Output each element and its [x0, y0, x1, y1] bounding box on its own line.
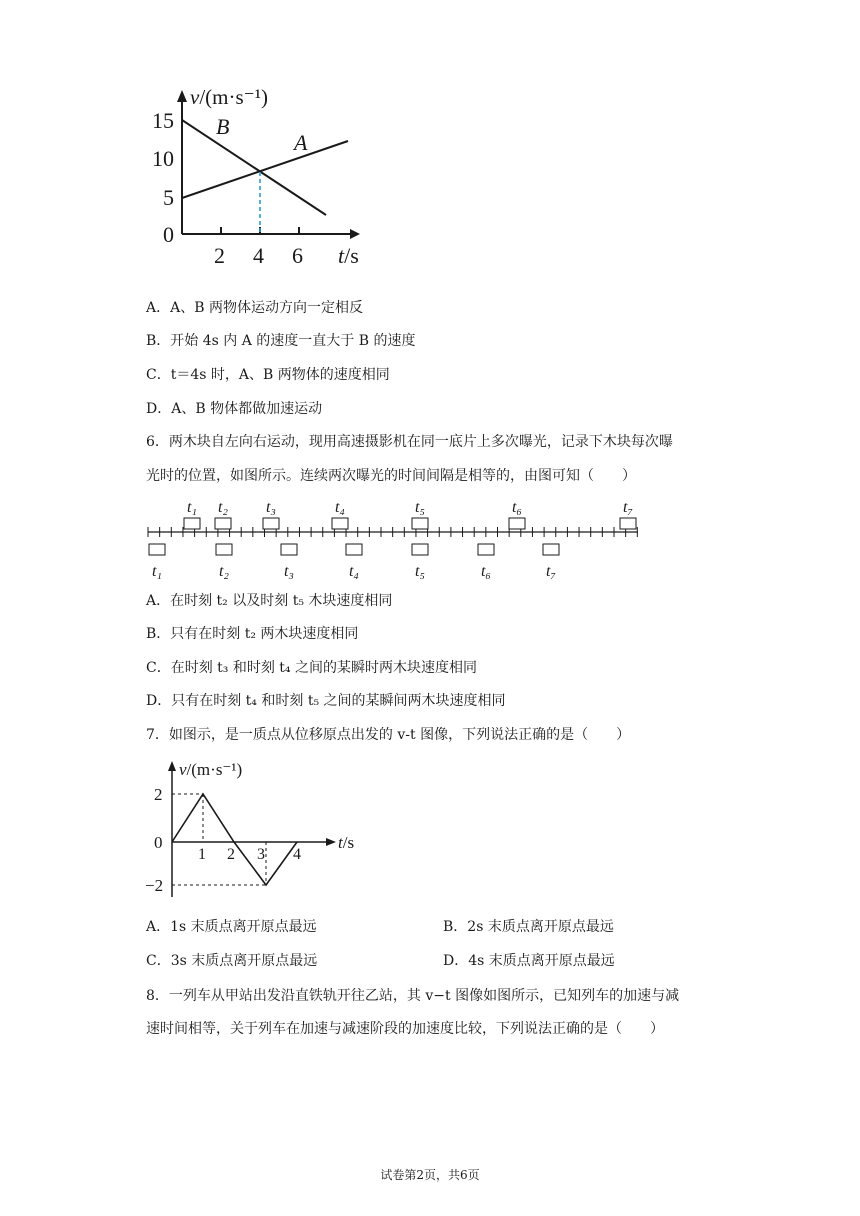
top-block-7	[620, 518, 636, 529]
y-axis-label: v/(m·s⁻¹)	[190, 85, 269, 109]
q6-option-b: B．只有在时刻 t₂ 两木块速度相同	[146, 626, 359, 642]
bottom-label-6: t₆	[480, 563, 492, 580]
top-block-2	[215, 518, 231, 529]
q7-x-axis-label: t/s	[338, 833, 355, 852]
q7-option-a: A．1s 末质点离开原点最远	[146, 919, 317, 935]
bottom-block-7	[543, 544, 559, 555]
y-tick-0: 0	[163, 222, 174, 247]
q6-option-a: A．在时刻 t₂ 以及时刻 t₅ 木块速度相同	[146, 593, 393, 609]
bottom-label-2: t₂	[218, 563, 230, 580]
label-A: A	[294, 130, 308, 155]
q7-x-tick-2: 2	[227, 846, 235, 863]
q5-option-c: C．t＝4s 时，A、B 两物体的速度相同	[146, 367, 390, 383]
y-tick-10: 10	[152, 146, 174, 171]
line-A	[182, 141, 348, 198]
x-tick-4: 4	[253, 243, 264, 268]
q5-vt-graph	[150, 80, 390, 270]
top-block-1	[184, 518, 200, 529]
q7-y-tick-neg2: −2	[145, 876, 164, 895]
bottom-label-1: t₁	[151, 563, 163, 580]
x-tick-6: 6	[292, 243, 303, 268]
bottom-block-5	[412, 544, 428, 555]
top-label-2: t₂	[217, 499, 229, 516]
q7-option-d: D．4s 末质点离开原点最远	[443, 953, 615, 969]
label-B: B	[216, 114, 230, 139]
page-footer: 试卷第2页，共6页	[380, 1168, 480, 1182]
q7-velocity-line	[172, 794, 297, 885]
q7-x-tick-3: 3	[257, 846, 265, 863]
bottom-label-7: t₇	[545, 563, 557, 580]
top-block-4	[332, 518, 348, 529]
q7-option-c: C．3s 末质点离开原点最远	[146, 953, 318, 969]
top-label-3: t₃	[265, 499, 277, 516]
bottom-block-2	[216, 544, 232, 555]
bottom-label-5: t₅	[414, 563, 426, 580]
q7-y-tick-0: 0	[154, 833, 163, 852]
q7-x-tick-1: 1	[198, 846, 206, 863]
top-block-6	[509, 518, 525, 529]
q6-exposure-diagram	[145, 492, 645, 582]
q7-x-tick-4: 4	[293, 846, 301, 863]
q8-stem-line2: 速时间相等，关于列车在加速与减速阶段的加速度比较，下列说法正确的是（ ）	[146, 1021, 664, 1037]
top-block-5	[412, 518, 428, 529]
bottom-label-4: t₄	[348, 563, 360, 580]
q6-option-d: D．只有在时刻 t₄ 和时刻 t₅ 之间的某瞬间两木块速度相同	[146, 693, 506, 709]
top-label-1: t₁	[186, 499, 198, 516]
bottom-block-1	[149, 544, 165, 555]
q7-y-tick-2: 2	[154, 785, 163, 804]
q5-option-b: B．开始 4s 内 A 的速度一直大于 B 的速度	[146, 333, 416, 349]
q7-option-b: B．2s 末质点离开原点最远	[443, 919, 614, 935]
bottom-block-6	[478, 544, 494, 555]
y-tick-15: 15	[152, 108, 174, 133]
q5-option-a: A．A、B 两物体运动方向一定相反	[146, 300, 363, 316]
bottom-block-3	[281, 544, 297, 555]
top-label-4: t₄	[334, 499, 346, 516]
q7-stem: 7．如图示，是一质点从位移原点出发的 v-t 图像，下列说法正确的是（ ）	[146, 727, 631, 743]
q7-vt-graph	[145, 757, 375, 907]
bottom-label-3: t₃	[283, 563, 295, 580]
top-label-6: t₆	[511, 499, 523, 516]
bottom-block-4	[346, 544, 362, 555]
q8-stem-line1: 8．一列车从甲站出发沿直铁轨开往乙站，其 v−t 图像如图所示，已知列车的加速与减	[146, 988, 680, 1004]
q6-stem-line2: 光时的位置，如图所示。连续两次曝光的时间间隔是相等的，由图可知（ ）	[146, 468, 636, 484]
q6-option-c: C．在时刻 t₃ 和时刻 t₄ 之间的某瞬时两木块速度相同	[146, 660, 477, 676]
y-tick-5: 5	[163, 185, 174, 210]
q7-y-axis-label: v/(m·s⁻¹)	[179, 760, 243, 779]
top-label-5: t₅	[414, 499, 426, 516]
top-block-3	[263, 518, 279, 529]
x-axis-label: t/s	[338, 243, 359, 268]
x-tick-2: 2	[214, 243, 225, 268]
q5-option-d: D．A、B 物体都做加速运动	[146, 401, 323, 417]
top-label-7: t₇	[622, 499, 634, 516]
q6-stem-line1: 6．两木块自左向右运动，现用高速摄影机在同一底片上多次曝光，记录下木块每次曝	[146, 434, 673, 450]
